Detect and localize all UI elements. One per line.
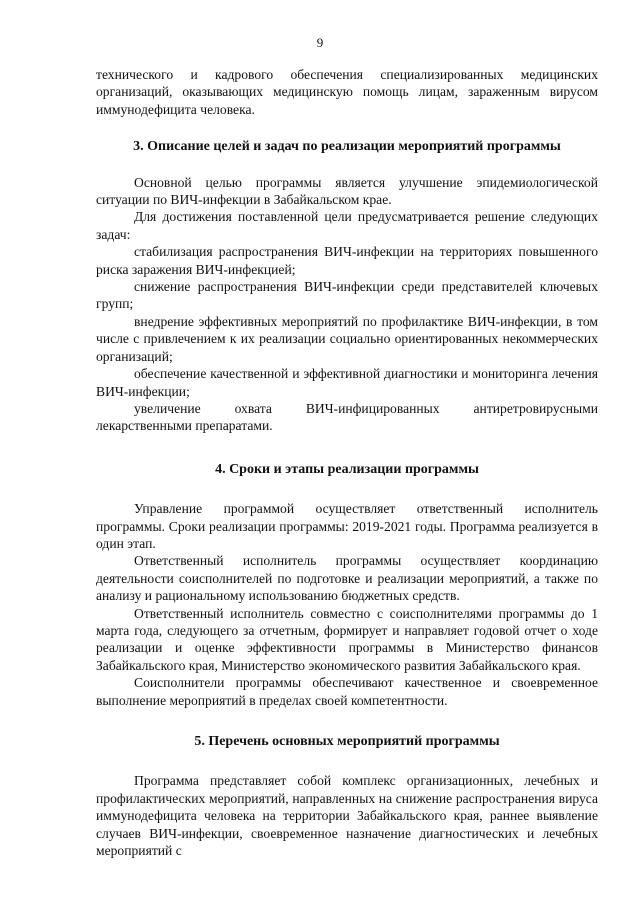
section-3-heading: 3. Описание целей и задач по реализации мероприятий программы xyxy=(133,139,561,155)
section-3-paragraph: обеспечение качественной и эффективной диагностики и мониторинга лечения ВИЧ-инфекции; xyxy=(96,366,598,399)
section-3-paragraph: снижение распространения ВИЧ-инфекции среди представителей ключевых групп; xyxy=(96,279,598,312)
document-body xyxy=(96,66,598,859)
section-3-paragraph: внедрение эффективных мероприятий по профилактике ВИЧ-инфекции, в том числе с привлечением к их реализации социально ориентированных некоммерческих организаций; xyxy=(96,313,598,364)
section-5-paragraph: Программа представляет собой комплекс организационных, лечебных и профилактических мероприятий, направленных на снижение распространения вируса иммунодефицита человека на территории Забайкальского края, раннее выявление случаев ВИЧ-инфекции, своевременное назначение диагностических и лечебных мероприятий с xyxy=(96,773,598,859)
section-4-paragraph: Ответственный исполнитель совместно с соисполнителями программы до 1 марта года, следующего за отчетным, формирует и направляет годовой отчет о ходе реализации и оценке эффективности программы в Министерство финансов Забайкальского края, Министерство экономического развития Забайкальского края. xyxy=(96,605,598,673)
section-3-paragraph: стабилизация распространения ВИЧ-инфекции на территориях повышенного риска заражения ВИЧ-инфекцией; xyxy=(96,244,598,277)
intro-paragraph: технического и кадрового обеспечения специализированных медицинских организаций, оказывающих медицинскую помощь лицам, зараженным вирусом иммунодефицита человека. xyxy=(96,67,598,117)
section-4-paragraph: Соисполнители программы обеспечивают качественное и своевременное выполнение мероприятий в пределах своей компетентности. xyxy=(96,675,598,708)
section-4-paragraph: Ответственный исполнитель программы осуществляет координацию деятельности соисполнителей по подготовке и реализации мероприятий, а также по анализу и рациональному использованию бюджетных средств. xyxy=(96,553,598,604)
section-4-heading: 4. Сроки и этапы реализации программы xyxy=(215,461,479,477)
section-3-paragraph: увеличение охвата ВИЧ-инфицированных антиретровирусными лекарственными препаратами. xyxy=(96,400,598,434)
section-4-paragraph: Управление программой осуществляет ответственный исполнитель программы. Сроки реализации программы: 2019-2021 годы. Программа реализуется в один этап. xyxy=(96,501,598,551)
page-number: 9 xyxy=(316,35,324,50)
section-5-heading: 5. Перечень основных мероприятий программы xyxy=(194,734,500,749)
section-3-paragraph: Для достижения поставленной цели предусматривается решение следующих задач: xyxy=(96,209,598,242)
section-3-paragraph: Основной целью программы является улучшение эпидемиологической ситуации по ВИЧ-инфекции в Забайкальском крае. xyxy=(96,174,598,208)
